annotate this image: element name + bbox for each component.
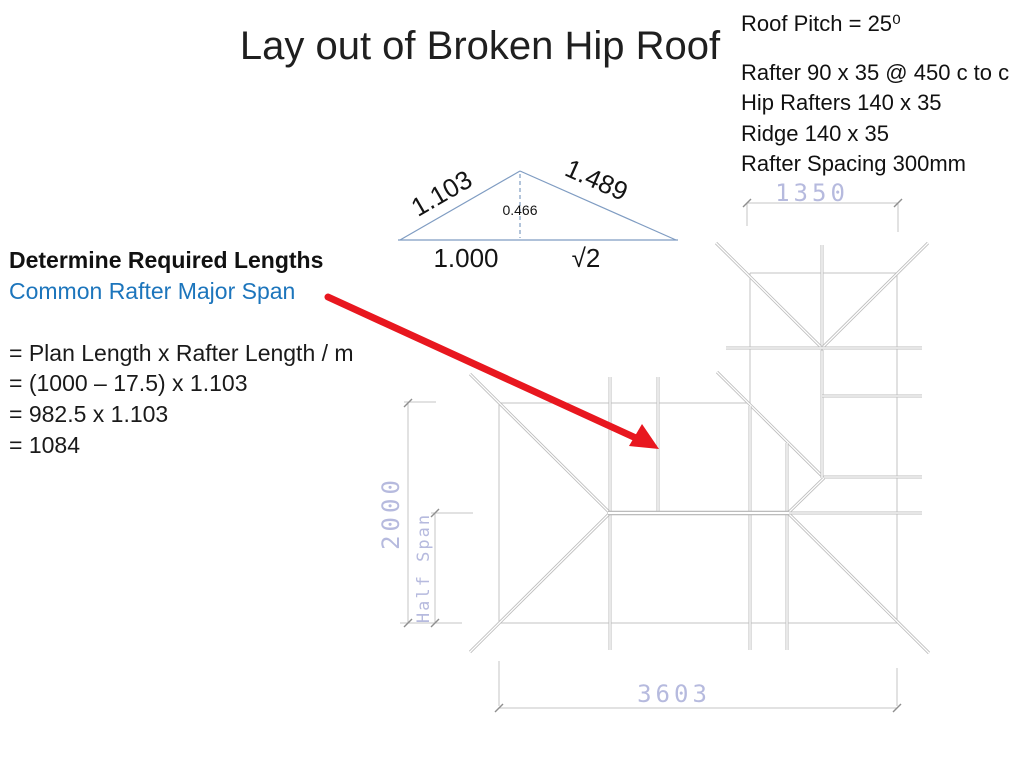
- slide-title: Lay out of Broken Hip Roof: [239, 24, 721, 68]
- dimension-1350: [743, 179, 902, 232]
- dim-half-span-label: Half Span: [414, 512, 434, 624]
- wall-lines: [499, 273, 897, 623]
- spec-line: Ridge 140 x 35: [741, 120, 889, 146]
- base-right-label: √2: [571, 243, 601, 273]
- arrow-shaft: [328, 297, 638, 439]
- calc-step: = Plan Length x Rafter Length / m: [9, 339, 354, 366]
- calc-heading: Determine Required Lengths: [9, 247, 324, 273]
- dim-2000-label: 2000: [377, 476, 405, 550]
- roof-pitch-text: Roof Pitch = 25⁰: [741, 11, 901, 36]
- rise-label: 0.466: [502, 202, 538, 218]
- pitch-ratio-triangle: [398, 153, 678, 273]
- dimension-half-span: [414, 509, 473, 627]
- spec-line: Rafter Spacing 300mm: [741, 151, 966, 176]
- base-left-label: 1.000: [433, 243, 499, 273]
- dim-1350-label: 1350: [775, 179, 849, 207]
- calc-subheading: Common Rafter Major Span: [9, 277, 296, 304]
- dim-3603-label: 3603: [637, 680, 711, 708]
- calc-step: = 1084: [9, 431, 80, 458]
- annotation-arrow: [328, 297, 659, 449]
- dimension-3603: [495, 661, 901, 712]
- left-slope-label: 1.103: [405, 163, 478, 223]
- calc-step: = (1000 – 17.5) x 1.103: [9, 370, 248, 397]
- right-slope-label: 1.489: [560, 152, 633, 207]
- spec-line: Hip Rafters 140 x 35: [741, 90, 942, 115]
- calc-step: = 982.5 x 1.103: [9, 401, 169, 428]
- roof-members: [470, 243, 929, 653]
- spec-line: Rafter 90 x 35 @ 450 c to c: [741, 59, 1010, 85]
